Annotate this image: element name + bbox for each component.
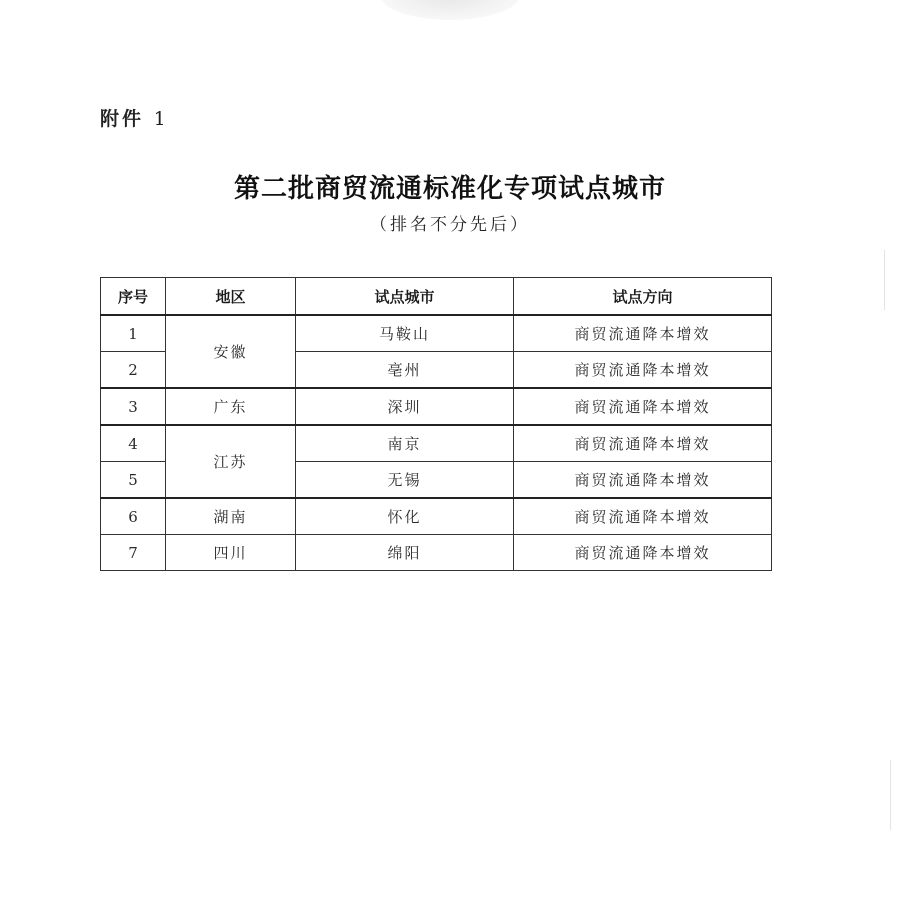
table-row [101,498,772,535]
cell-region: 安徽 [166,315,296,388]
header-direction: 试点方向 [514,278,772,316]
cell-region: 四川 [166,535,296,571]
scan-edge-mark [884,250,885,310]
cell-seq: 3 [101,388,166,425]
header-seq: 序号 [101,278,166,316]
cell-region: 湖南 [166,498,296,535]
cell-seq: 7 [101,535,166,571]
cell-region: 江苏 [166,425,296,498]
header-region: 地区 [166,278,296,316]
cell-city: 南京 [296,425,514,462]
cell-city: 绵阳 [296,535,514,571]
cell-region: 广东 [166,388,296,425]
cell-city: 深圳 [296,388,514,425]
table-row [101,425,772,462]
cell-seq: 2 [101,352,166,389]
cell-seq: 6 [101,498,166,535]
cell-direction: 商贸流通降本增效 [514,498,772,535]
scan-shadow [380,0,520,20]
cell-direction: 商贸流通降本增效 [514,462,772,499]
cell-direction: 商贸流通降本增效 [514,388,772,425]
attachment-text: 附件 [100,108,145,130]
cell-city: 怀化 [296,498,514,535]
cell-direction: 商贸流通降本增效 [514,315,772,352]
cell-city: 亳州 [296,352,514,389]
cell-direction: 商贸流通降本增效 [514,425,772,462]
table-row [101,315,772,352]
table-row [101,388,772,425]
scan-edge-mark [890,760,891,830]
attachment-number: 1 [153,108,166,130]
cell-direction: 商贸流通降本增效 [514,535,772,571]
cell-city: 无锡 [296,462,514,499]
document-title: 第二批商贸流通标准化专项试点城市 [233,174,666,204]
cell-seq: 1 [101,315,166,352]
pilot-cities-table [100,277,772,571]
cell-seq: 4 [101,425,166,462]
cell-direction: 商贸流通降本增效 [514,352,772,389]
table-row [101,535,772,571]
cell-city: 马鞍山 [296,315,514,352]
header-city: 试点城市 [296,278,514,316]
table-header-row [101,278,772,316]
document-subtitle: （排名不分先后） [370,215,530,235]
cell-seq: 5 [101,462,166,499]
attachment-label [100,104,166,131]
